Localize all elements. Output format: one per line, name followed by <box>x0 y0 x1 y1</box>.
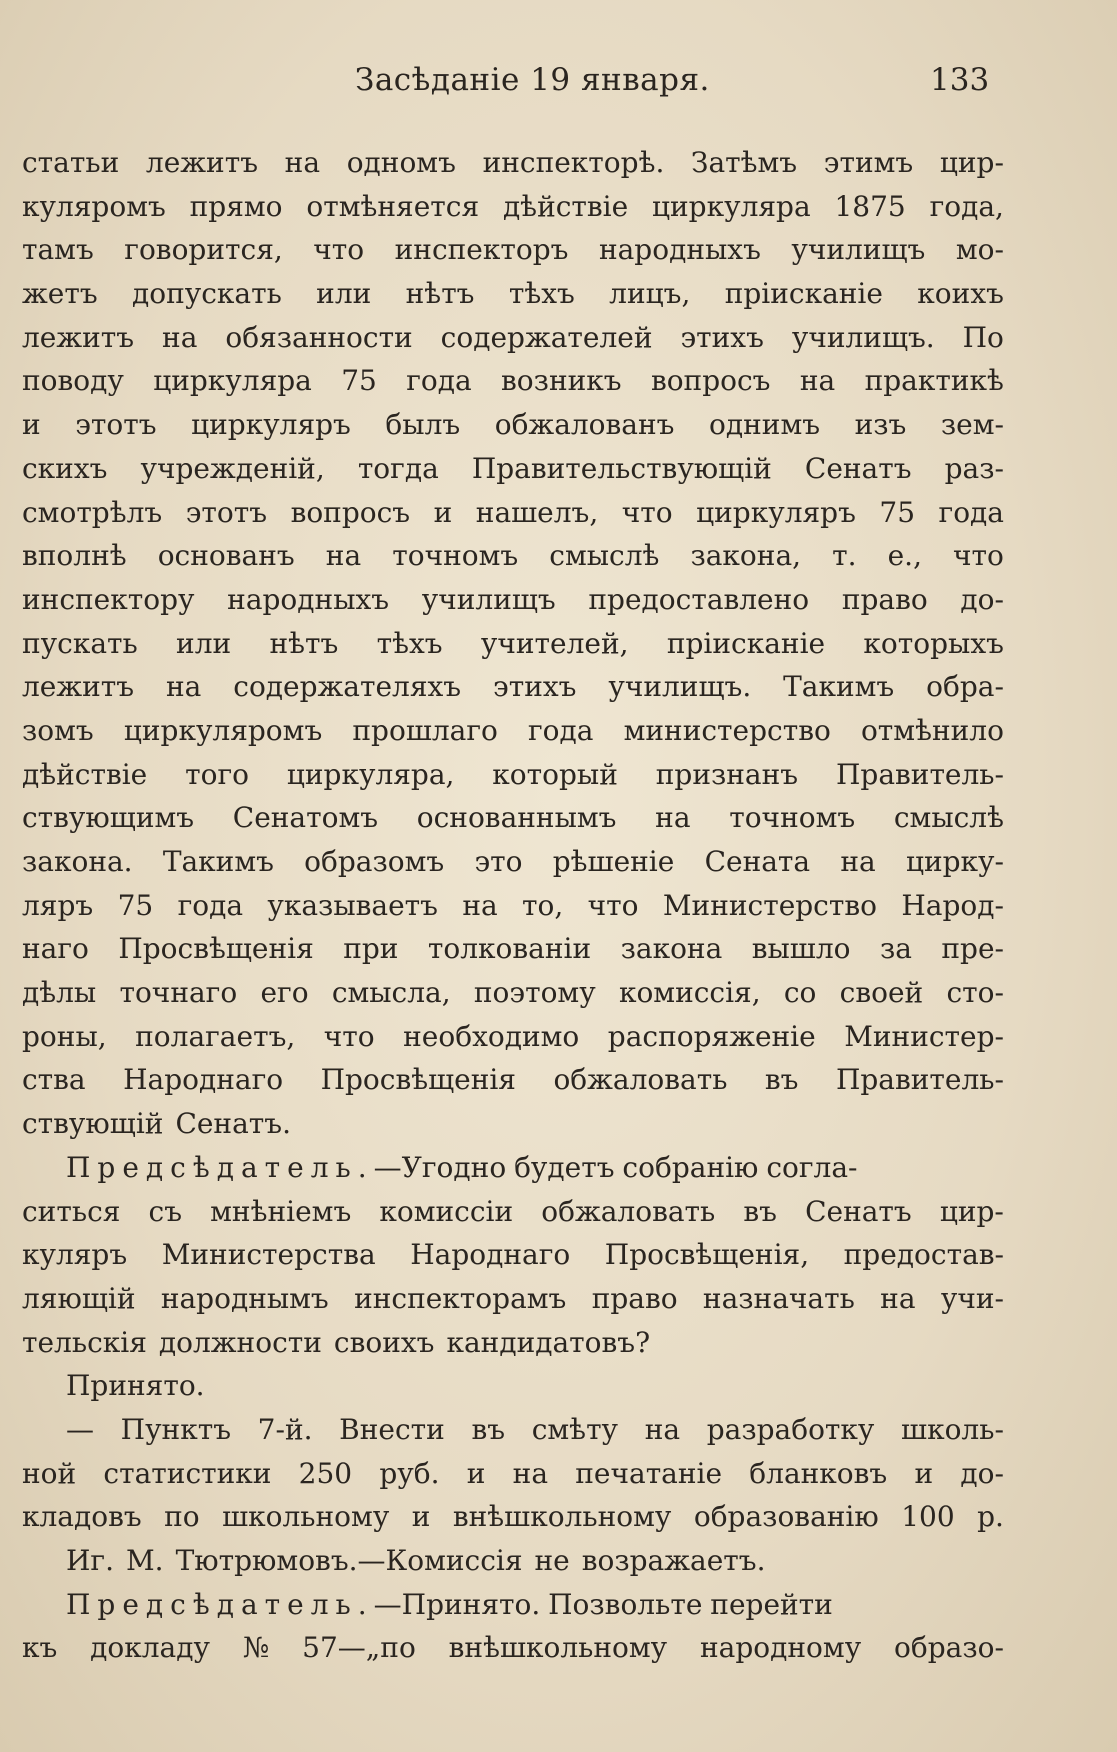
word: циркуляра, <box>286 757 455 791</box>
word: на <box>462 888 498 922</box>
word: инспекторъ <box>394 233 569 267</box>
word: 75 <box>879 495 916 529</box>
word: съ <box>148 1194 183 1228</box>
word: Правитель- <box>835 1063 1004 1097</box>
text-line <box>22 796 1004 840</box>
word: своихъ <box>333 1325 435 1359</box>
word: р. <box>977 1500 1004 1534</box>
word: и <box>411 1500 431 1534</box>
text-line <box>22 1190 1004 1234</box>
word: закона <box>620 932 723 966</box>
text-line <box>22 1015 1004 1059</box>
word: училищъ. <box>608 670 752 704</box>
word: мнѣніемъ <box>210 1194 352 1228</box>
word: дѣйствіе <box>502 189 629 223</box>
word: за <box>879 932 912 966</box>
word: право <box>841 582 928 616</box>
word: обязанности <box>225 320 413 354</box>
word: училищъ. <box>791 320 935 354</box>
word: что <box>323 1019 375 1053</box>
word: и <box>22 408 41 442</box>
word: цирку- <box>905 845 1004 878</box>
text-line <box>22 1452 1004 1496</box>
word: по <box>164 1500 200 1534</box>
word: закона, <box>690 539 802 573</box>
word: въ <box>471 1412 506 1446</box>
text-line <box>22 1233 1004 1277</box>
word: что <box>953 539 1004 573</box>
word: Министер- <box>844 1019 1004 1053</box>
word: до- <box>960 1456 1004 1490</box>
word: М. <box>126 1544 164 1577</box>
word: предостав- <box>843 1238 1004 1272</box>
word: коихъ <box>917 277 1004 311</box>
word: зем- <box>940 408 1004 442</box>
word: не <box>534 1544 570 1577</box>
word: года, <box>929 189 1004 223</box>
word: которыхъ <box>863 626 1004 660</box>
word: это <box>474 845 523 878</box>
word: прошлаго <box>352 713 498 747</box>
word: изъ <box>854 408 907 442</box>
word: и <box>433 495 453 529</box>
word: основаннымъ <box>416 801 617 835</box>
word: училищъ <box>791 233 926 267</box>
word: къ <box>22 1631 58 1665</box>
word: или <box>316 277 372 311</box>
word: на <box>166 670 202 704</box>
word: Народнаго <box>410 1238 571 1272</box>
text-line <box>22 665 1004 709</box>
text-line <box>22 1277 1004 1321</box>
word: смыслѣ <box>893 801 1004 835</box>
line-rest: —Угодно будетъ собранію согла- <box>373 1150 858 1184</box>
word: былъ <box>385 408 461 442</box>
word: нашелъ, <box>475 495 599 529</box>
word: Пунктъ <box>120 1412 232 1446</box>
word: основанъ <box>157 539 295 573</box>
word: того <box>185 757 249 791</box>
word: народныхъ <box>227 582 390 616</box>
word: ствующимъ <box>22 801 195 835</box>
word: тогда <box>357 451 439 485</box>
word: учи- <box>940 1281 1004 1315</box>
word: цир- <box>939 146 1004 179</box>
word: необходимо <box>403 1019 580 1053</box>
word: № <box>242 1631 270 1665</box>
word: полагаетъ, <box>135 1019 296 1053</box>
word: отмѣнило <box>860 713 1004 747</box>
word: раз- <box>944 451 1004 485</box>
word: этимъ <box>823 146 914 179</box>
word: По <box>962 320 1004 354</box>
word: ной <box>22 1456 77 1490</box>
word: ляръ <box>22 888 94 922</box>
word: лежитъ <box>22 670 135 704</box>
word: внѣшкольному <box>448 1631 668 1665</box>
word: инспекторамъ <box>354 1281 567 1315</box>
word: Правительствующій <box>471 451 772 485</box>
word: этотъ <box>185 495 268 529</box>
word: его <box>260 976 309 1010</box>
word: года <box>406 364 472 398</box>
word: 250 <box>298 1456 353 1490</box>
text-line <box>22 447 1004 491</box>
word: Сената <box>704 845 811 878</box>
word: этотъ <box>75 408 157 442</box>
word: на <box>325 539 362 573</box>
word: то, <box>522 888 564 922</box>
word: при <box>343 932 399 966</box>
word: своей <box>839 976 924 1010</box>
word: одномъ <box>346 146 456 179</box>
word: въ <box>743 1194 777 1228</box>
word: который <box>492 757 618 791</box>
text-line <box>22 185 1004 229</box>
text-line <box>22 1539 1004 1583</box>
page-number: 133 <box>930 62 990 98</box>
word: смѣту <box>531 1412 619 1446</box>
word: тѣхъ <box>376 626 443 660</box>
speaker-name: Предсѣдатель. <box>66 1150 374 1184</box>
word: года <box>177 888 244 922</box>
word: возникъ <box>501 364 622 398</box>
word: рѣшеніе <box>552 845 675 878</box>
word: Такимъ <box>783 670 895 704</box>
word: наго <box>22 932 89 966</box>
text-line <box>22 971 1004 1015</box>
word: статьи <box>22 146 120 179</box>
word: Министерства <box>161 1238 376 1272</box>
word: народному <box>700 1631 862 1665</box>
word: Такимъ <box>162 845 274 878</box>
word: на <box>512 1456 549 1490</box>
word: что <box>621 495 673 529</box>
word: циркуляромъ <box>123 713 323 747</box>
word: смыслѣ <box>549 539 660 573</box>
word: допускать <box>131 277 282 311</box>
word: образованію <box>693 1500 879 1534</box>
word: отмѣняется <box>306 189 480 223</box>
word: т. <box>832 539 857 573</box>
word: образомъ <box>304 845 445 878</box>
text-line <box>22 622 1004 666</box>
word: Народнаго <box>123 1063 284 1097</box>
text-line <box>22 491 1004 535</box>
word: ляющій <box>22 1281 136 1315</box>
text-line <box>22 316 1004 360</box>
word: училищъ <box>421 582 556 616</box>
word: признанъ <box>655 757 799 791</box>
text-line <box>22 1364 1004 1408</box>
word: закона. <box>22 845 133 878</box>
word: на <box>655 801 691 835</box>
word: 75 <box>341 364 377 398</box>
word: на <box>840 845 876 878</box>
text-line <box>22 753 1004 797</box>
word: руб. <box>379 1456 440 1490</box>
word: обра- <box>926 670 1004 704</box>
word: пріисканіе <box>724 277 883 311</box>
word: тельскія <box>22 1325 147 1359</box>
word: до- <box>960 582 1004 616</box>
word: народныхъ <box>598 233 761 267</box>
text-line <box>22 359 1004 403</box>
word: со <box>783 976 817 1010</box>
word: говорится, <box>124 233 283 267</box>
word: смотрѣлъ <box>22 495 163 529</box>
word: Тютрюмовъ.—Комиссія <box>175 1544 523 1577</box>
word: практикѣ <box>864 364 1004 398</box>
word: предоставлено <box>588 582 810 616</box>
word: бланковъ <box>749 1456 888 1490</box>
word: лицъ, <box>609 277 691 311</box>
word: смысла, <box>331 976 451 1010</box>
word: Внести <box>339 1412 445 1446</box>
word: пускать <box>22 626 138 660</box>
word: года <box>528 713 594 747</box>
word: распоряженіе <box>607 1019 816 1053</box>
word: обжаловать <box>553 1063 728 1097</box>
word: должности <box>158 1325 322 1359</box>
word: вопросъ <box>290 495 411 529</box>
word: Сенатъ. <box>175 1107 291 1141</box>
word: возражаетъ. <box>581 1544 766 1577</box>
text-line <box>22 272 1004 316</box>
header-title: Засѣданіе 19 января. <box>355 62 710 98</box>
word: циркуляръ <box>696 495 856 529</box>
text-line <box>22 1626 1004 1670</box>
text-line <box>22 1321 1004 1365</box>
speaker-name: Предсѣдатель. <box>66 1587 374 1621</box>
word: лежитъ <box>22 320 135 354</box>
word: право <box>591 1281 678 1315</box>
word: Принято. <box>66 1369 205 1403</box>
word: печатаніе <box>575 1456 723 1490</box>
text-line <box>22 709 1004 753</box>
word: комиссіи <box>379 1194 514 1228</box>
word: пре- <box>941 932 1004 966</box>
word: на <box>644 1412 681 1446</box>
text-line <box>22 1408 1004 1452</box>
word: кладовъ <box>22 1500 142 1534</box>
word: зомъ <box>22 713 94 747</box>
word: ствующій <box>22 1107 164 1141</box>
word: 1875 <box>834 189 906 223</box>
text-line <box>22 534 1004 578</box>
word: однимъ <box>709 408 821 442</box>
word: обжаловать <box>541 1194 716 1228</box>
text-line <box>22 1583 1004 1627</box>
word: прямо <box>189 189 283 223</box>
word: разработку <box>706 1412 875 1446</box>
text-line <box>22 1495 1004 1539</box>
word: вышло <box>751 932 851 966</box>
word: поводу <box>22 364 124 398</box>
word: Просвѣщенія <box>118 932 314 966</box>
word: содержателяхъ <box>233 670 462 704</box>
word: на <box>162 320 198 354</box>
text-line <box>22 1146 1004 1190</box>
text-line <box>22 578 1004 622</box>
word: назначать <box>702 1281 855 1315</box>
word: докладу <box>90 1631 210 1665</box>
word: точнаго <box>119 976 238 1010</box>
word: инспектору <box>22 582 195 616</box>
word: внѣшкольному <box>452 1500 672 1534</box>
word: Сенатъ <box>805 1194 912 1228</box>
text-line <box>22 1102 1004 1146</box>
word: Сенатомъ <box>232 801 379 835</box>
word: 100 <box>901 1500 955 1534</box>
word: инспекторѣ. <box>482 146 665 179</box>
word: цир- <box>939 1194 1004 1228</box>
word: на <box>880 1281 916 1315</box>
word: жетъ <box>22 277 98 311</box>
word: вопросъ <box>650 364 771 398</box>
word: роны, <box>22 1019 107 1053</box>
word: куляромъ <box>22 189 166 223</box>
word: 57—„по <box>302 1631 416 1665</box>
text-line <box>22 840 1004 884</box>
word: Министерство <box>662 888 877 922</box>
word: лежитъ <box>145 146 259 179</box>
word: Народ- <box>901 888 1004 922</box>
word: сто- <box>946 976 1004 1010</box>
word: статистики <box>103 1456 272 1490</box>
word: что <box>587 888 639 922</box>
text-line <box>22 403 1004 447</box>
word: народнымъ <box>160 1281 329 1315</box>
word: ства <box>22 1063 86 1097</box>
word: Сенатъ <box>804 451 912 485</box>
word: нѣтъ <box>269 626 339 660</box>
word: нѣтъ <box>405 277 475 311</box>
text-line <box>22 927 1004 971</box>
word: тамъ <box>22 233 94 267</box>
word: дѣлы <box>22 976 97 1010</box>
word: точномъ <box>392 539 519 573</box>
word: Затѣмъ <box>691 146 798 179</box>
word: школьному <box>222 1500 390 1534</box>
word: обжалованъ <box>494 408 675 442</box>
word: или <box>176 626 232 660</box>
word: 7-й. <box>257 1412 313 1446</box>
word: циркуляръ <box>191 408 351 442</box>
word: — <box>66 1412 94 1446</box>
word: куляръ <box>22 1238 128 1272</box>
word: на <box>284 146 321 179</box>
word: года <box>938 495 1004 529</box>
word: мо- <box>955 233 1004 267</box>
word: и <box>914 1456 934 1490</box>
word: циркуляра <box>153 364 312 398</box>
text-line <box>22 1058 1004 1102</box>
word: Просвѣщенія <box>320 1063 516 1097</box>
word: учрежденій, <box>140 451 325 485</box>
word: тѣхъ <box>508 277 575 311</box>
running-header <box>0 62 1117 112</box>
word: министерство <box>623 713 831 747</box>
word: Просвѣщенія, <box>604 1238 810 1272</box>
word: учителей, <box>480 626 629 660</box>
word: циркуляра <box>652 189 811 223</box>
text-line <box>22 228 1004 272</box>
word: Иг. <box>66 1544 114 1577</box>
word: этихъ <box>493 670 577 704</box>
word: е., <box>887 539 922 573</box>
word: пріисканіе <box>666 626 826 660</box>
word: на <box>799 364 836 398</box>
word: что <box>313 233 365 267</box>
word: Правитель- <box>835 757 1004 791</box>
text-line <box>22 141 1004 185</box>
word: комиссія, <box>618 976 761 1010</box>
word: дѣйствіе <box>22 757 148 791</box>
word: точномъ <box>729 801 856 835</box>
text-line <box>22 884 1004 928</box>
word: ситься <box>22 1194 121 1228</box>
word: этихъ <box>680 320 764 354</box>
line-rest: —Принято. Позвольте перейти <box>373 1587 833 1621</box>
word: школь- <box>901 1412 1004 1446</box>
page-text <box>22 141 1004 1670</box>
word: указываетъ <box>267 888 438 922</box>
word: толкованіи <box>427 932 592 966</box>
word: и <box>466 1456 486 1490</box>
word: содержателей <box>440 320 653 354</box>
word: скихъ <box>22 451 108 485</box>
word: образо- <box>894 1631 1004 1665</box>
word: вполнѣ <box>22 539 127 573</box>
word: въ <box>764 1063 799 1097</box>
word: 75 <box>117 888 154 922</box>
word: поэтому <box>473 976 596 1010</box>
word: кандидатовъ? <box>446 1325 651 1359</box>
